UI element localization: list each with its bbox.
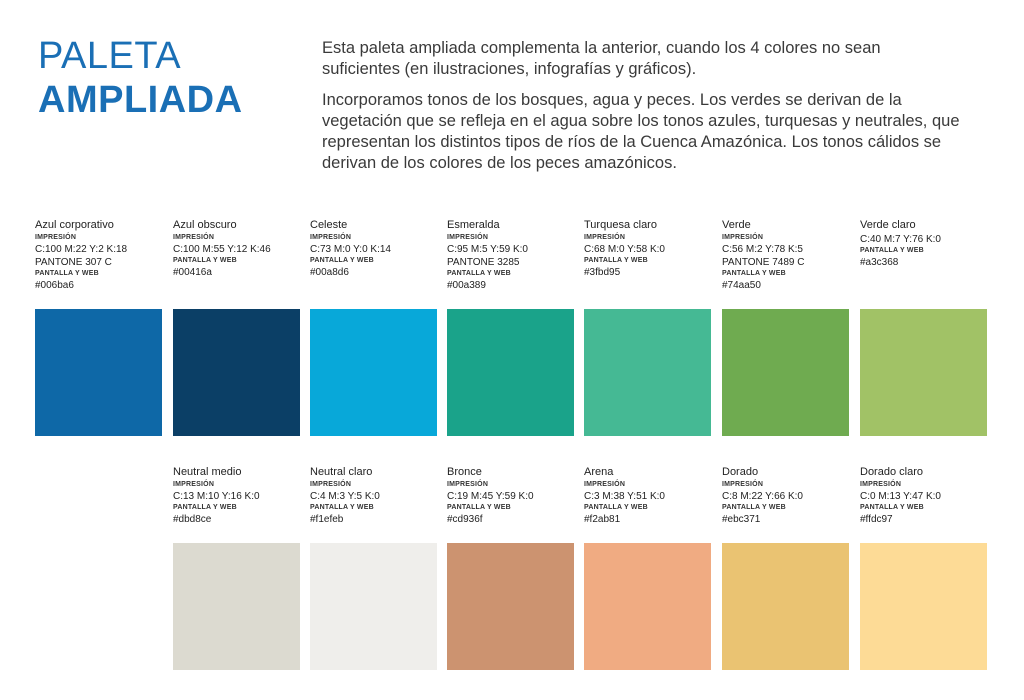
intro-paragraph-2: Incorporamos tonos de los bosques, agua y peces. Los verdes se derivan de la vegetación que se refleja en el agua sobre los tonos azules, turquesas y neutrales, que representan los distintos tipos de ríos de la Cuenca Amazónica. Los tonos cálidos se derivan de los colores de los peces amazónicos. [322,91,960,172]
swatch-name: Verde [722,219,751,231]
swatch-name: Verde claro [860,219,916,231]
swatch-arena [584,465,711,526]
screen-label: PANTALLA Y WEB [447,270,511,277]
hex-value: #cd936f [447,514,483,525]
page-title-line2: AMPLIADA [38,79,243,121]
screen-label: PANTALLA Y WEB [722,270,786,277]
cmyk-value: C:3 M:38 Y:51 K:0 [584,491,665,502]
hex-value: #006ba6 [35,280,74,291]
swatch-dorado-claro [860,465,987,526]
screen-label: PANTALLA Y WEB [722,504,786,511]
print-label: IMPRESIÓN [860,481,902,488]
screen-label: PANTALLA Y WEB [173,257,237,264]
print-label: IMPRESIÓN [173,481,215,488]
cmyk-value: C:4 M:3 Y:5 K:0 [310,491,380,502]
hex-value: #00a389 [447,280,486,291]
hex-value: #3fbd95 [584,267,621,278]
color-swatch [584,309,711,436]
color-swatch [722,543,849,670]
swatch-azul-obscuro [173,218,300,279]
swatch-name: Bronce [447,466,482,478]
pantone-value: PANTONE 307 C [35,257,112,268]
cmyk-value: C:8 M:22 Y:66 K:0 [722,491,803,502]
cmyk-value: C:68 M:0 Y:58 K:0 [584,244,665,255]
screen-label: PANTALLA Y WEB [584,504,648,511]
swatch-name: Azul corporativo [35,219,114,231]
swatch-name: Dorado [722,466,759,478]
color-swatch [310,543,437,670]
hex-value: #dbd8ce [173,514,212,525]
swatch-name: Turquesa claro [584,219,657,231]
print-label: IMPRESIÓN [722,481,764,488]
screen-label: PANTALLA Y WEB [860,247,924,254]
swatch-verde [722,218,849,292]
cmyk-value: C:73 M:0 Y:0 K:14 [310,244,391,255]
print-label: IMPRESIÓN [35,234,77,241]
color-swatch [173,309,300,436]
color-swatch [35,309,162,436]
swatch-azul-corporativo [35,218,162,292]
cmyk-value: C:95 M:5 Y:59 K:0 [447,244,528,255]
intro-paragraph-1: Esta paleta ampliada complementa la anterior, cuando los 4 colores no sean suficientes (en ilustraciones, infografías y gráficos). [322,39,881,78]
print-label: IMPRESIÓN [584,234,626,241]
print-label: IMPRESIÓN [447,481,489,488]
print-label: IMPRESIÓN [310,481,352,488]
screen-label: PANTALLA Y WEB [173,504,237,511]
page-title-line1: PALETA [38,35,182,77]
swatch-celeste [310,218,437,279]
screen-label: PANTALLA Y WEB [584,257,648,264]
swatch-name: Arena [584,466,614,478]
cmyk-value: C:100 M:22 Y:2 K:18 [35,244,128,255]
swatch-name: Dorado claro [860,466,923,478]
swatch-name: Azul obscuro [173,219,237,231]
cmyk-value: C:100 M:55 Y:12 K:46 [173,244,271,255]
swatch-esmeralda [447,218,574,292]
print-label: IMPRESIÓN [722,234,764,241]
hex-value: #ffdc97 [860,514,893,525]
print-label: IMPRESIÓN [584,481,626,488]
hex-value: #a3c368 [860,257,899,268]
color-swatch [860,543,987,670]
cmyk-value: C:40 M:7 Y:76 K:0 [860,234,941,245]
screen-label: PANTALLA Y WEB [447,504,511,511]
screen-label: PANTALLA Y WEB [35,270,99,277]
cmyk-value: C:19 M:45 Y:59 K:0 [447,491,534,502]
cmyk-value: C:13 M:10 Y:16 K:0 [173,491,260,502]
print-label: IMPRESIÓN [310,234,352,241]
hex-value: #f1efeb [310,514,344,525]
pantone-value: PANTONE 3285 [447,257,520,268]
swatch-turquesa-claro [584,218,711,279]
cmyk-value: C:0 M:13 Y:47 K:0 [860,491,941,502]
color-swatch [722,309,849,436]
swatch-name: Neutral claro [310,466,373,478]
swatch-neutral-claro [310,465,437,526]
color-swatch [310,309,437,436]
color-swatch [860,309,987,436]
color-swatch [447,543,574,670]
hex-value: #00a8d6 [310,267,349,278]
swatch-dorado [722,465,849,526]
swatch-name: Celeste [310,219,348,231]
hex-value: #00416a [173,267,212,278]
screen-label: PANTALLA Y WEB [310,504,374,511]
print-label: IMPRESIÓN [447,234,489,241]
cmyk-value: C:56 M:2 Y:78 K:5 [722,244,803,255]
swatch-bronce [447,465,574,526]
swatch-name: Neutral medio [173,466,242,478]
swatch-verde-claro [860,218,987,269]
hex-value: #ebc371 [722,514,761,525]
screen-label: PANTALLA Y WEB [860,504,924,511]
color-swatch [584,543,711,670]
print-label: IMPRESIÓN [173,234,215,241]
pantone-value: PANTONE 7489 C [722,257,805,268]
swatch-neutral-medio [173,465,300,526]
color-swatch [173,543,300,670]
hex-value: #f2ab81 [584,514,621,525]
screen-label: PANTALLA Y WEB [310,257,374,264]
swatch-name: Esmeralda [447,219,500,231]
hex-value: #74aa50 [722,280,761,291]
color-swatch [447,309,574,436]
